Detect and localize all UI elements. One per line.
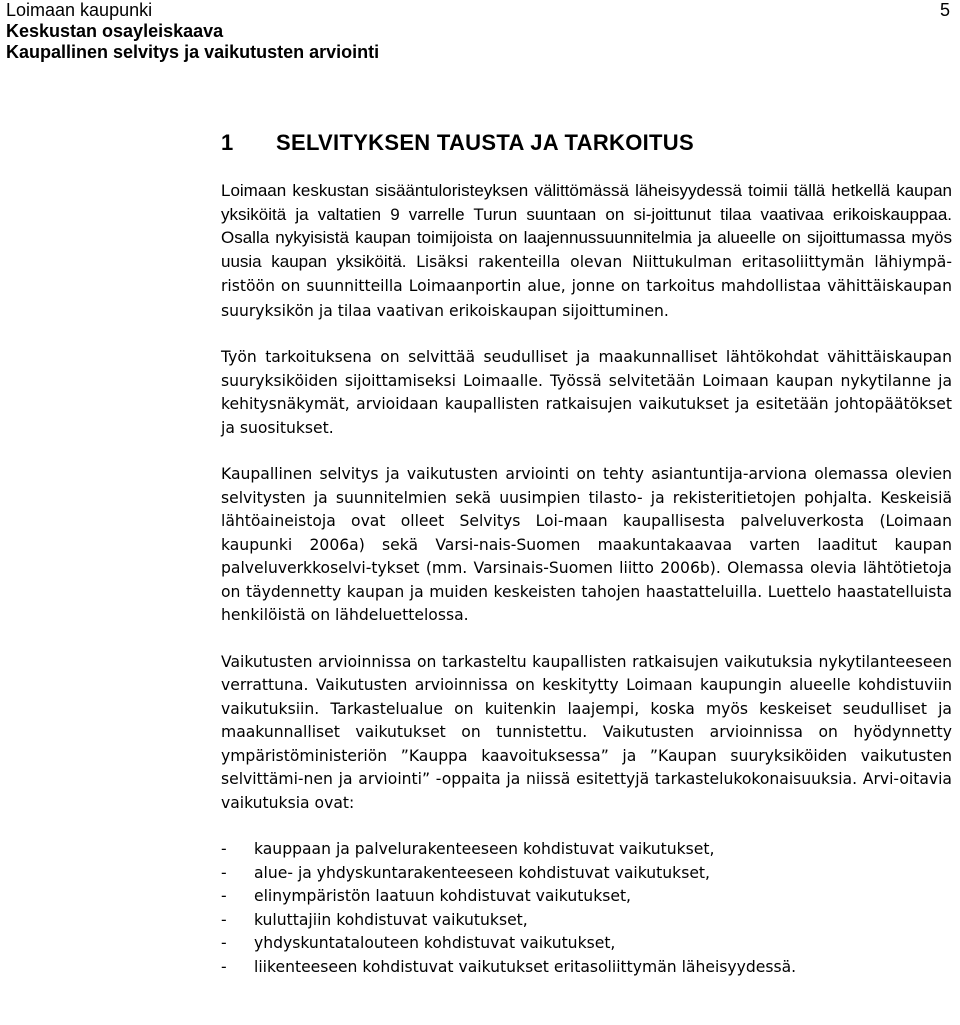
page-number: 5: [939, 0, 950, 20]
paragraph-purpose: Työn tarkoituksena on selvittää seudulliset ja maakunnalliset lähtökohdat vähittäiskaupan suuryksiköiden sijoittamiseksi Loimaalle. Työssä selvitetään Loimaan kaupan nykytilanne ja kehitysnäkymät, arvioidaan kaupallisten ratkaisujen vaikutukset ja esitetään johtopäätökset ja suositukset.: [221, 348, 952, 437]
list-item-text: alue- ja yhdyskuntarakenteeseen kohdistuvat vaikutukset,: [254, 863, 710, 882]
list-item: [221, 885, 952, 909]
list-item: [221, 909, 952, 933]
impacts-list: [221, 838, 952, 979]
header-plan: Keskustan osayleiskaava: [6, 21, 224, 41]
list-item: [221, 956, 952, 980]
header-organization: Loimaan kaupunki: [6, 0, 153, 20]
list-item-text: yhdyskuntatalouteen kohdistuvat vaikutukset,: [254, 934, 616, 952]
list-item: [221, 838, 952, 862]
list-item: [221, 932, 952, 956]
list-item-text: liikenteeseen kohdistuvat vaikutukset eritasoliittymän läheisyydessä.: [254, 957, 797, 976]
list-item-text: elinympäristön laatuun kohdistuvat vaikutukset,: [254, 887, 632, 905]
section-heading: [221, 128, 952, 158]
paragraph-background-part1: Loimaan keskustan sisääntuloristeyksen välittömässä läheisyydessä toimii tällä hetkellä kaupan yksiköitä ja valtatien 9 varrelle Turun suuntaan on si-joittunut tilaa vaativaa erikoiskauppaa. Osalla nykyisistä kaupan toimijoista on laajennussuunnitelmia ja alueelle on sijoittumassa myös uusia kaupan yksiköitä.: [221, 181, 952, 271]
list-bullet: -: [221, 863, 227, 882]
list-bullet: -: [221, 910, 227, 929]
paragraph-background: [221, 179, 952, 323]
list-bullet: -: [221, 957, 227, 976]
running-header: [6, 0, 379, 63]
list-bullet: -: [221, 887, 227, 905]
section-title: SELVITYKSEN TAUSTA JA TARKOITUS: [276, 130, 694, 155]
header-report-title: Kaupallinen selvitys ja vaikutusten arviointi: [6, 42, 380, 62]
list-item: [221, 862, 952, 886]
list-item-text: kauppaan ja palvelurakenteeseen kohdistuvat vaikutukset,: [254, 840, 715, 858]
paragraph-impact-assessment: Vaikutusten arvioinnissa on tarkasteltu kaupallisten ratkaisujen vaikutuksia nykytilanteeseen verrattuna. Vaikutusten arvioinnissa on keskitytty Loimaan kaupungin alueelle kohdistuviin vaikutuksiin. Tarkastelualue on kuitenkin laajempi, koska myös keskeiset seudulliset ja maakunnalliset vaikutukset on tunnistettu. Vaikutusten arvioinnissa on hyödynnetty ympäristöministeriön ”Kauppa kaavoituksessa” ja ”Kaupan suuryksiköiden vaikutusten selvittämi-nen ja arviointi” -oppaita ja niissä esitettyjä tarkastelukokonaisuuksia. Arvi-oitavia vaikutuksia ovat:: [221, 652, 952, 812]
list-bullet: -: [221, 840, 227, 858]
paragraph-background-part2: Lisäksi rakenteilla olevan Niittukulman eritasoliittymän lähiympä-ristöön on suunnitteilla Loimaanportin alue, jonne on tarkoitus mahdollistaa vähittäiskaupan suuryksikön ja tilaa vaativan erikoiskaupan sijoittuminen.: [221, 252, 952, 320]
list-item-text: kuluttajiin kohdistuvat vaikutukset,: [254, 910, 528, 929]
list-bullet: -: [221, 934, 227, 952]
page-body: [221, 128, 952, 979]
section-number: 1: [221, 130, 234, 155]
paragraph-method: Kaupallinen selvitys ja vaikutusten arviointi on tehty asiantuntija-arviona olemassa olevien selvitysten ja suunnitelmien sekä uusimpien tilasto- ja rekisteritietojen pohjalta. Keskeisiä lähtöaineistoja ovat olleet Selvitys Loi-maan kaupallisesta palveluverkosta (Loimaan kaupunki 2006a) sekä Varsi-nais-Suomen maakuntakaavaa varten laaditut kaupan palveluverkkoselvi-tykset (mm. Varsinais-Suomen liitto 2006b). Olemassa olevia lähtötietoja on täydennetty kaupan ja muiden keskeisten tahojen haastatteluilla. Luettelo haastatelluista henkilöistä on lähdeluettelossa.: [221, 465, 952, 624]
